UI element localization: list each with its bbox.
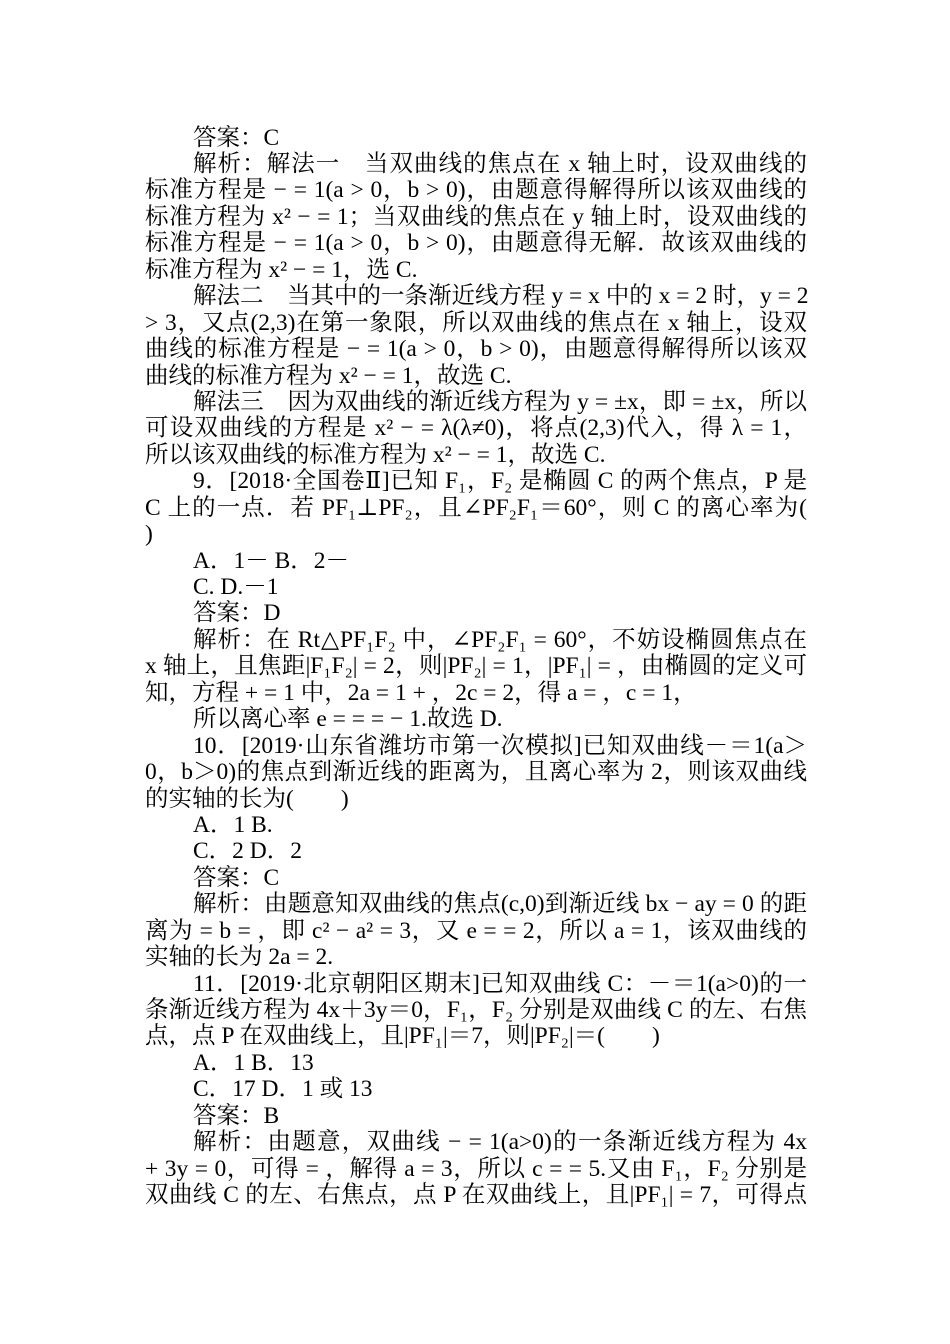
analysis-line: 解析：由题意，双曲线 − = 1(a>0)的一条渐近线方程为 4x [193, 1129, 807, 1155]
question-line: C 上的一点．若 PF₁⊥PF₂，且∠PF₂F₁＝60°，则 C 的离心率为( [145, 495, 807, 521]
text-line: 标准方程为 x² − = 1，选 C. [145, 257, 418, 283]
question-line: 点，点 P 在双曲线上，且|PF₁|＝7，则|PF₂|＝( ) [145, 1023, 660, 1049]
question-line: 10．[2019·山东省潍坊市第一次模拟]已知双曲线－＝1(a＞ [193, 733, 807, 759]
analysis-line: 解析：由题意知双曲线的焦点(c,0)到渐近线 bx − ay = 0 的距 [193, 891, 807, 917]
text-line: > 3，又点(2,3)在第一象限，所以双曲线的焦点在 x 轴上，设双 [145, 310, 807, 336]
question-line: ) [145, 521, 153, 547]
analysis-line: 解析：在 Rt△PF₁F₂ 中，∠PF₂F₁ = 60°，不妨设椭圆焦点在 [193, 627, 807, 653]
text-line: 标准方程是 − = 1(a > 0，b > 0)，由题意得解得所以该双曲线的 [145, 177, 807, 203]
text-line: 解法三 因为双曲线的渐近线方程为 y = ±x，即 = ±x，所以 [193, 389, 807, 415]
text-line: 实轴的长为 2a = 2. [145, 944, 334, 970]
option-line: C．2 D．2 [193, 838, 303, 864]
text-line: 离为 = b = ，即 c² − a² = 3，又 e = = 2，所以 a = 1，该双曲线的 [145, 918, 807, 944]
text-line: 标准方程是 − = 1(a > 0，b > 0)，由题意得无解．故该双曲线的 [145, 230, 807, 256]
answer-line: 答案：C [193, 865, 280, 891]
text-line: + 3y = 0，可得 = ，解得 a = 3，所以 c = = 5.又由 F₁，F₂ 分别是 [145, 1156, 807, 1182]
text-line: 曲线的标准方程是 − = 1(a > 0，b > 0)，由题意得解得所以该双 [145, 336, 807, 362]
text-line: 曲线的标准方程为 x² − = 1，故选 C. [145, 363, 512, 389]
option-line: C．17 D．1 或 13 [193, 1076, 373, 1102]
text-line: 可设双曲线的方程是 x² − = λ(λ≠0)，将点(2,3)代入，得 λ = 1， [145, 415, 807, 441]
analysis-line: 解析：解法一 当双曲线的焦点在 x 轴上时，设双曲线的 [193, 151, 807, 177]
text-line: 双曲线 C 的左、右焦点，点 P 在双曲线上，且|PF₁| = 7，可得点 [145, 1182, 807, 1208]
question-line: 0，b＞0)的焦点到渐近线的距离为，且离心率为 2，则该双曲线 [145, 759, 807, 785]
question-line: 的实轴的长为( ) [145, 786, 349, 812]
option-line: A．1 B．13 [193, 1050, 314, 1076]
text-line: x 轴上，且焦距|F₁F₂| = 2，则|PF₂| = 1，|PF₁| = ，由椭圆的定义可 [145, 653, 807, 679]
answer-line: 答案：D [193, 600, 281, 626]
option-line: A．1 B. [193, 812, 273, 838]
option-line: C. D.－1 [193, 574, 279, 600]
answer-line: 答案：C [193, 125, 280, 151]
text-line: 知，方程 + = 1 中，2a = 1 + ，2c = 2，得 a = ，c = 1， [145, 680, 697, 706]
text-line: 解法二 当其中的一条渐近线方程 y = x 中的 x = 2 时，y = 2 [193, 283, 809, 309]
text-line: 标准方程为 x² − = 1；当双曲线的焦点在 y 轴上时，设双曲线的 [145, 204, 807, 230]
question-line: 11．[2019·北京朝阳区期末]已知双曲线 C：－＝1(a>0)的一 [193, 971, 807, 997]
text-line: 所以该双曲线的标准方程为 x² − = 1，故选 C. [145, 442, 606, 468]
question-line: 条渐近线方程为 4x＋3y＝0，F₁，F₂ 分别是双曲线 C 的左、右焦 [145, 997, 807, 1023]
option-line: A．1－ B．2－ [193, 548, 350, 574]
text-line: 所以离心率 e = = = − 1.故选 D. [193, 706, 503, 732]
question-line: 9．[2018·全国卷Ⅱ]已知 F₁，F₂ 是椭圆 C 的两个焦点，P 是 [193, 468, 807, 494]
answer-line: 答案：B [193, 1103, 280, 1129]
